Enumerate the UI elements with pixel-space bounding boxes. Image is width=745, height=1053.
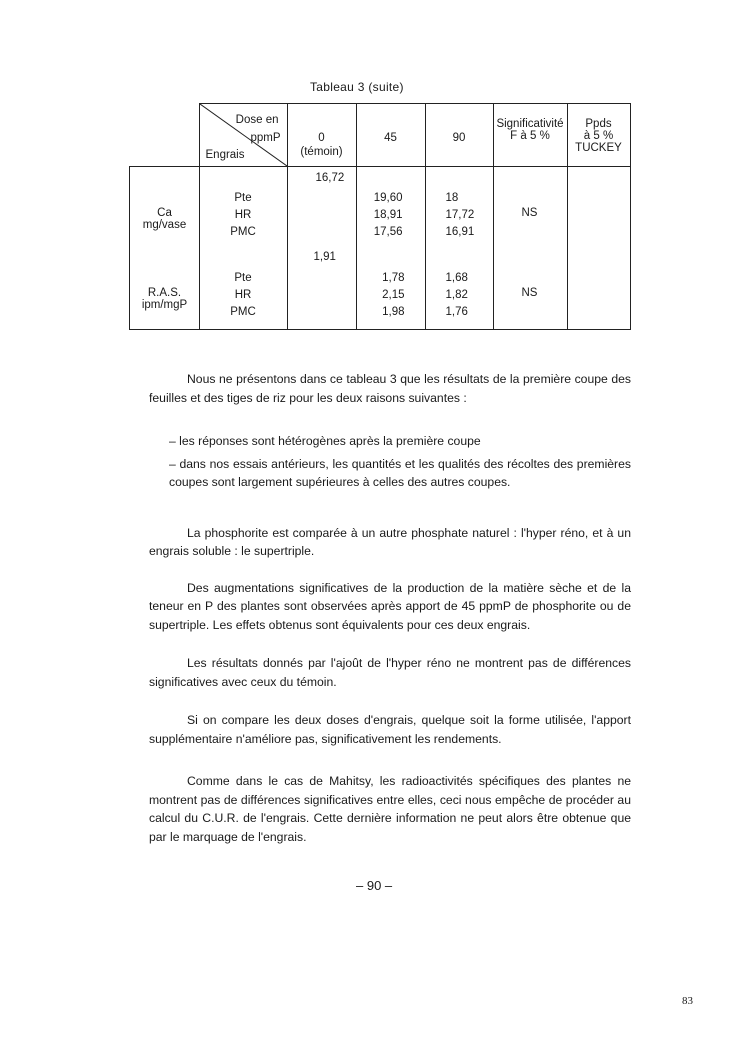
control-ca: 16,72 [315,172,345,184]
reason-1: – les réponses sont hétérogènes après la première coupe [169,434,481,448]
parameter-ca: Ca [157,207,172,219]
reason-2: – dans nos essais antérieurs, les quantités et les qualités des récoltes des premières coupes sont largement supérieures à celles des autres coupes. [169,456,631,489]
parameter-ras: R.A.S. [147,287,182,299]
unit-label: ppmP [250,132,281,144]
engrais-column: Pte HR PMC Pte HR PMC [199,167,287,330]
header-dose0: 0 (témoin) [287,104,356,167]
header-ppds: Ppds à 5 % TUCKEY [567,104,630,167]
header-significativite: Significativité F à 5 % [493,104,567,167]
parameter-ca-unit: mg/vase [142,219,187,231]
table-body-row [130,167,631,330]
significativite-column [493,167,567,330]
body-text [149,370,631,846]
table-header-row [130,104,631,167]
signif-ca: NS [521,207,538,219]
table-caption: Tableau 3 (suite) [310,80,404,94]
control-ras: 1,91 [313,251,336,263]
signif-ras: NS [521,287,538,299]
header-blank [130,104,200,167]
dose-label: Dose en [235,114,279,126]
paragraph-mahitsy: Comme dans le cas de Mahitsy, les radioactivités spécifiques des plantes ne montrent pas de différences significatives entre elles, ceci nous empêche de procéder au calcul du C.U.R. de l'engrais. Cette dernière information ne peut alors être obtenue que par le marquage de l'engrais. [149,774,631,844]
header-dose90: 90 [425,104,493,167]
ppds-column [567,167,630,330]
inner-page-number: – 90 – [356,878,393,893]
paragraph-hyper-reno: Les résultats donnés par l'ajoût de l'hyper réno ne montrent pas de différences significatives avec ceux du témoin. [149,656,631,689]
paragraph-doses: Si on compare les deux doses d'engrais, quelque soit la forme utilisée, l'apport supplémentaire n'améliore pas, significativement les rendements. [149,713,631,746]
dose45-column: 19,60 18,91 17,56 1,78 2,15 1,98 [356,167,425,330]
results-table [129,103,631,330]
paragraph-augmentations: Des augmentations significatives de la production de la matière sèche et de la teneur en P des plantes sont observées après apport de 45 ppmP de phosphorite ou de supertriple. Les effets obtenus sont équivalents pour ces deux engrais. [149,580,631,632]
dose0-column [287,167,356,330]
dose90-column: 18 17,72 16,91 1,68 1,82 1,76 [425,167,493,330]
paragraph-phosphorite: La phosphorite est comparée à un autre phosphate naturel : l'hyper réno, et à un engrais soluble : le supertriple. [149,525,631,558]
parameter-column [130,167,200,330]
parameter-ras-unit: ipm/mgP [141,299,188,311]
diagonal-header-cell [199,104,287,167]
page-number: 83 [682,995,693,1007]
engrais-label: Engrais [205,149,245,161]
paragraph-intro: Nous ne présentons dans ce tableau 3 que les résultats de la première coupe des feuilles et des tiges de riz pour les deux raisons suivantes : [149,372,631,405]
header-dose45: 45 [356,104,425,167]
